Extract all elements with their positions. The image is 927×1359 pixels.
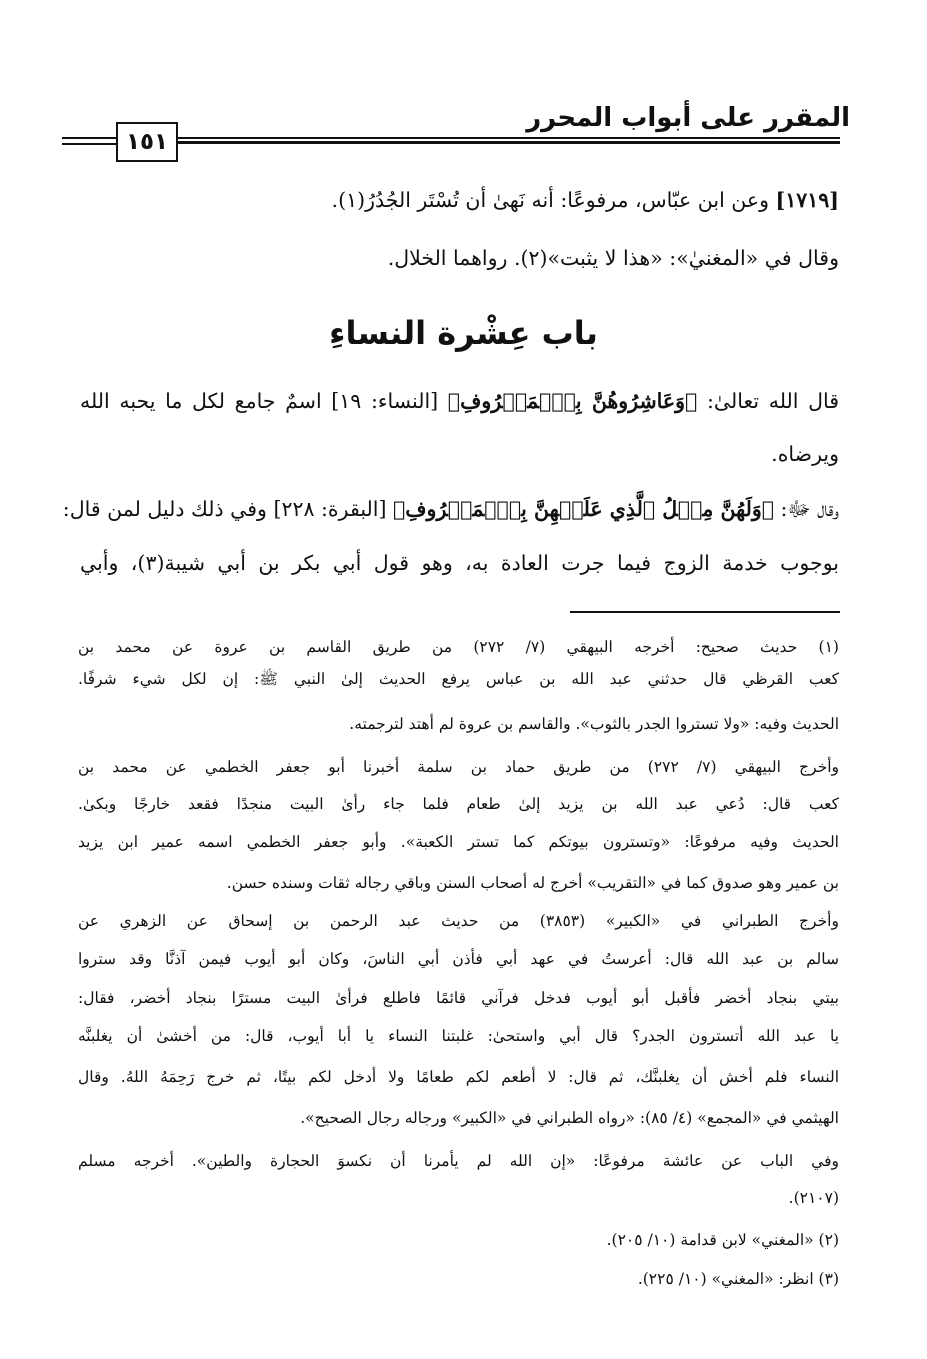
footnote-line: الهيثمي في «المجمع» (٤/ ٨٥): «رواه الطبراني في «الكبير» ورجاله رجال الصحيح». <box>300 1109 839 1127</box>
footnote-line: الحديث وفيه مرفوعًا: «وتسترون بيوتكم كما تستر الكعبة». وأبو جعفر الخطمي اسمه عمير ابن يزيد <box>78 833 839 851</box>
paragraph2-lead: وقال ﷻ: <box>774 497 839 521</box>
footnote-line: بن عمير وهو صدوق كما في «التقريب» أخرج له أصحاب السنن وباقي رجاله ثقات وسنده حسن. <box>226 874 839 892</box>
chapter-heading: باب عِشْرة النساءِ <box>329 314 598 352</box>
paragraph2-rest: [البقرة: ٢٢٨] وفي ذلك دليل لمن قال: <box>62 497 393 521</box>
text-line: وقال في «المغنيٰ»: «هذا لا يثبت»(٢). رواهما الخلال. <box>387 246 839 270</box>
footnote-line: وفي الباب عن عائشة مرفوعًا: «إن الله لم يأمرنا أن نكسوَ الحجارة والطين». أخرجه مسلم <box>78 1152 839 1170</box>
footnote-line: وأخرج الطبراني في «الكبير» (٣٨٥٣) من حديث عبد الرحمن بن إسحاق عن الزهري عن <box>78 912 839 930</box>
header-rule-left-bottom <box>62 143 118 145</box>
header-rule-left-top <box>62 137 118 139</box>
hadith-line <box>332 180 839 220</box>
footnote-separator <box>570 611 840 613</box>
footnote-line: بيتي بنجاد أخضر فأقبل أبو أيوب فدخل فرآني قائمًا فاطلع فرأىٰ البيت مسترًا بنجاد أخضر، فقال: <box>78 989 839 1007</box>
footnote-line: وأخرج البيهقي (٧/ ٢٧٢) من طريق حماد بن سلمة أخبرنا أبو جعفر الخطمي عن محمد بن <box>78 758 839 776</box>
paragraph1-line1 <box>80 381 839 421</box>
footnote-line: كعب القرظي قال حدثني عبد الله بن عباس يرفع الحديث إلىٰ النبي ﷺ: إن لكل شيء شرفًا. <box>78 670 839 688</box>
paragraph1-lead: قال الله تعالىٰ: <box>697 389 840 413</box>
footnote-line: النساء فلم أخش أن يغلبنَّك، ثم قال: لا أطعم لكم طعامًا ولا أدخل لكم بيتًا، ثم خرج رَحِمَهُ اللهُ. وقال <box>78 1068 839 1086</box>
header-rule-thick <box>176 141 840 144</box>
footnote-line: الحديث وفيه: «ولا تستروا الجدر بالثوب». والقاسم بن عروة لم أهتد لترجمته. <box>349 715 839 733</box>
footnote-line: (١) حديث صحيح: أخرجه البيهقي (٧/ ٢٧٢) من طريق القاسم بن عروة عن محمد بن <box>78 638 839 656</box>
footnote-line: سالم بن عبد الله قال: أعرستُ في عهد أبي فأذن أبي الناسَ، وكان أبو أيوب فيمن آذنَّا وقد ستروا <box>78 950 839 968</box>
paragraph1-line2: ويرضاه. <box>771 442 839 466</box>
page-number: ١٥١ <box>116 122 178 162</box>
footnote-line: (٢١٠٧). <box>788 1189 839 1207</box>
running-title: المقرر على أبواب المحرر <box>526 103 850 133</box>
header-rule-top <box>176 137 840 139</box>
hadith-text: وعن ابن عبّاس، مرفوعًا: أنه نَهىٰ أن تُسْتَر الجُدُرُ(١). <box>331 188 776 212</box>
footnote-line: يا عبد الله أتسترون الجدر؟ قال أبي واستحىٰ: غلبتنا النساء يا أبا أيوب، قال: من أخشىٰ أن يغلبنَّه <box>78 1027 839 1045</box>
hadith-number: [١٧١٩] <box>775 188 839 212</box>
paragraph2-line2: بوجوب خدمة الزوج فيما جرت العادة به، وهو قول أبي بكر بن أبي شيبة(٣)، وأبي <box>80 551 839 575</box>
footnote-line: (٢) «المغني» لابن قدامة (١٠/ ٢٠٥). <box>606 1231 839 1249</box>
quran-verse: ﴿وَعَاشِرُوهُنَّ بِٱلۡمَعۡرُوفِ﴾ <box>447 389 698 413</box>
paragraph2-line1 <box>62 489 839 529</box>
paragraph1-rest: [النساء: ١٩] اسمٌ جامع لكل ما يحبه الله <box>80 389 448 413</box>
quran-verse: ﴿وَلَهُنَّ مِثۡلُ ٱلَّذِي عَلَيۡهِنَّ بِٱلۡمَعۡرُوفِ﴾ <box>393 497 775 521</box>
footnote-line: كعب قال: دُعي عبد الله بن يزيد إلىٰ طعام فلما جاء رأىٰ البيت منجدًا فقعد خارجًا وبكىٰ. <box>78 795 839 813</box>
footnote-line: (٣) انظر: «المغني» (١٠/ ٢٢٥). <box>637 1270 839 1288</box>
